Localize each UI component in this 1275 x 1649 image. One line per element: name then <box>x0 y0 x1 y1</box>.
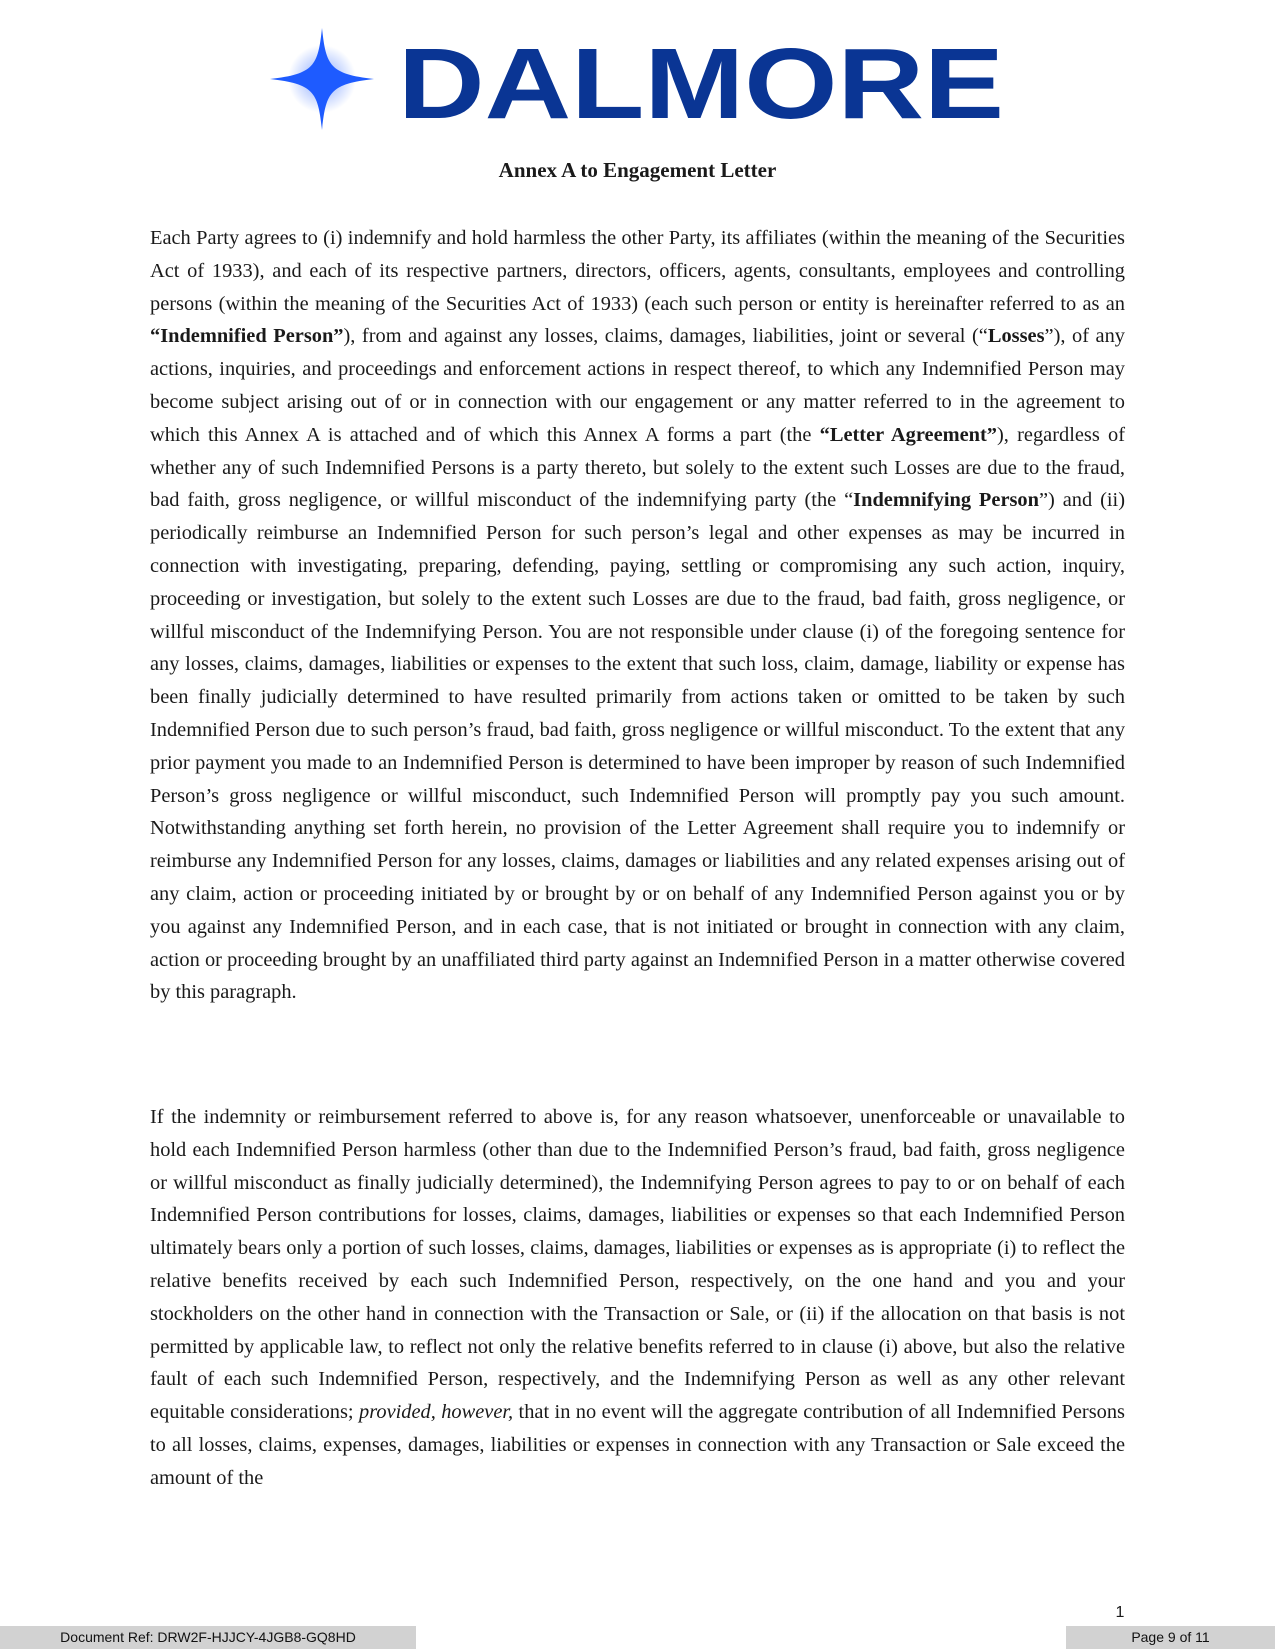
proviso-term: provided, however, <box>359 1401 514 1424</box>
defined-term-indemnified-person: “Indemnified Person” <box>150 325 344 348</box>
logo-wordmark: DALMORE <box>398 28 1004 134</box>
sparkle-star-icon <box>270 28 374 130</box>
page-indicator: Page 9 of 11 <box>1066 1626 1275 1649</box>
indemnification-paragraph: Each Party agrees to (i) indemnify and hold harmless the other Party, its affiliates (within the meaning of the Securities Act of 1933), and each of its respective partners, directors, officers, agents, consultants, employees and controlling persons (within the meaning of the Securities Act of 1933) (each such person or entity is hereinafter referred to as an “Indemnified Person”), from and against any losses, claims, damages, liabilities, joint or several (“Losses”), of any actions, inquiries, and proceedings and enforcement actions in respect thereof, to which any Indemnified Person may become subject arising out of or in connection with our engagement or any matter referred to in the agreement to which this Annex A is attached and of which this Annex A forms a part (the “Letter Agreement”), regardless of whether any of such Indemnified Persons is a party thereto, but solely to the extent such Losses are due to the fraud, bad faith, gross negligence, or willful misconduct of the indemnifying party (the “Indemnifying Person”) and (ii) periodically reimburse an Indemnified Person for such person’s legal and other expenses as may be incurred in connection with investigating, preparing, defending, paying, settling or compromising any such action, inquiry, proceeding or investigation, but solely to the extent such Losses are due to the fraud, bad faith, gross negligence, or willful misconduct of the Indemnifying Person. You are not responsible under clause (i) of the foregoing sentence for any losses, claims, damages, liabilities or expenses to the extent that such loss, claim, damage, liability or expense has been finally judicially determined to have resulted primarily from actions taken or omitted to be taken by such Indemnified Person due to such person’s fraud, bad faith, gross negligence or willful misconduct. To the extent that any prior payment you made to an Indemnified Person is determined to have been improper by reason of such Indemnified Person’s gross negligence or willful misconduct, such Indemnified Person will promptly pay you such amount. Notwithstanding anything set forth herein, no provision of the Letter Agreement shall require you to indemnify or reimburse any Indemnified Person for any losses, claims, damages or liabilities and any related expenses arising out of any claim, action or proceeding initiated by or brought by or on behalf of any Indemnified Person against you or by you against any Indemnified Person, and in each case, that is not initiated or brought in connection with any claim, action or proceeding brought by an unaffiliated third party against an Indemnified Person in a matter otherwise covered by this paragraph. <box>150 227 1126 1004</box>
document-reference: Document Ref: DRW2F-HJJCY-4JGB8-GQ8HD <box>0 1626 416 1649</box>
defined-term-losses: Losses <box>987 325 1045 348</box>
defined-term-letter-agreement: “Letter Agreement” <box>819 423 997 446</box>
document-title: Annex A to Engagement Letter <box>498 158 777 182</box>
dalmore-logo <box>268 26 1008 134</box>
contribution-paragraph: If the indemnity or reimbursement referred to above is, for any reason whatsoever, unenforceable or unavailable to hold each Indemnified Person harmless (other than due to the Indemnified Person’s fraud, bad faith, gross negligence or willful misconduct as finally judicially determined), the Indemnifying Person agrees to pay to or on behalf of each Indemnified Person contributions for losses, claims, damages, liabilities or expenses so that each Indemnified Person ultimately bears only a portion of such losses, claims, damages, liabilities or expenses as is appropriate (i) to reflect the relative benefits received by each such Indemnified Person, respectively, on the one hand and you and your stockholders on the other hand in connection with the Transaction or Sale, or (ii) if the allocation on that basis is not permitted by applicable law, to reflect not only the relative benefits referred to in clause (i) above, but also the relative fault of each such Indemnified Person, respectively, and the Indemnifying Person as well as any other relevant equitable considerations; provided, however, that in no event will the aggregate contribution of all Indemnified Persons to all losses, claims, expenses, damages, liabilities or expenses in connection with any Transaction or Sale exceed the amount of the <box>150 1106 1125 1489</box>
defined-term-indemnifying-person: Indemnifying Person <box>853 489 1039 512</box>
page-number: 1 <box>1115 1604 1125 1621</box>
